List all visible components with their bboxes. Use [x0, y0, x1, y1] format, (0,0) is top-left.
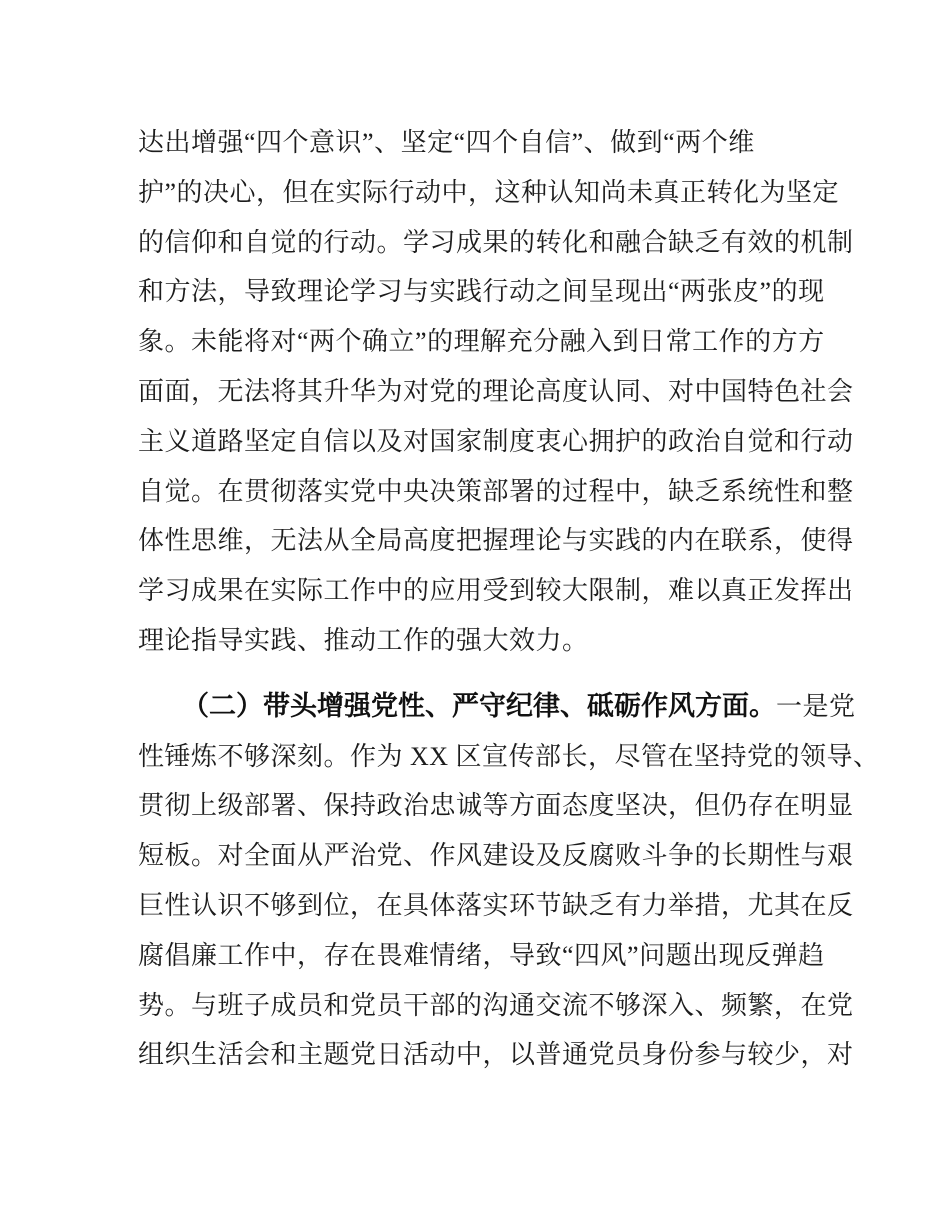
body-line: 自觉。在贯彻落实党中央决策部署的过程中，缺乏系统性和整 — [138, 476, 854, 506]
section-heading: （二）带头增强党性、严守纪律、砥砺作风方面。 — [182, 690, 776, 721]
body-line: 势。与班子成员和党员干部的沟通交流不够深入、频繁，在党 — [138, 990, 854, 1020]
body-line: 达出增强“四个意识”、坚定“四个自信”、做到“两个维 — [138, 128, 755, 157]
body-line: 腐倡廉工作中，存在畏难情绪，导致“四风”问题出现反弹趋 — [138, 940, 825, 970]
body-line: 短板。对全面从严治党、作风建设及反腐败斗争的长期性与艰 — [138, 841, 854, 871]
body-line: 面面，无法将其升华为对党的理论高度认同、对中国特色社会 — [138, 376, 854, 406]
body-line: 理论指导实践、推动工作的强大效力。 — [138, 625, 589, 655]
body-line: 和方法，导致理论学习与实践行动之间呈现出“两张皮”的现 — [138, 277, 825, 307]
body-line: 学习成果在实际工作中的应用受到较大限制，难以真正发挥出 — [138, 576, 854, 606]
body-line: 体性思维，无法从全局高度把握理论与实践的内在联系，使得 — [138, 526, 854, 556]
paragraph-theory-study — [138, 118, 878, 666]
body-line: 象。未能将对“两个确立”的理解充分融入到日常工作的方方 — [138, 327, 825, 357]
section-heading-line — [138, 682, 878, 732]
paragraph-party-spirit — [138, 682, 878, 1080]
body-line: 组织生活会和主题党日活动中，以普通党员身份参与较少，对 — [138, 1040, 854, 1070]
body-line: 护”的决心，但在实际行动中，这种认知尚未真正转化为坚定 — [138, 177, 840, 207]
heading-tail-text: 一是党 — [776, 691, 856, 721]
body-line: 贯彻上级部署、保持政治忠诚等方面态度坚决，但仍存在明显 — [138, 791, 854, 821]
body-line: 巨性认识不够到位，在具体落实环节缺乏有力举措，尤其在反 — [138, 890, 854, 920]
body-line: 性锤炼不够深刻。作为 XX 区宣传部长，尽管在坚持党的领导、 — [138, 741, 880, 771]
document-content — [138, 118, 878, 1080]
body-line: 的信仰和自觉的行动。学习成果的转化和融合缺乏有效的机制 — [138, 227, 854, 257]
body-line: 主义道路坚定自信以及对国家制度衷心拥护的政治自觉和行动 — [138, 426, 854, 456]
